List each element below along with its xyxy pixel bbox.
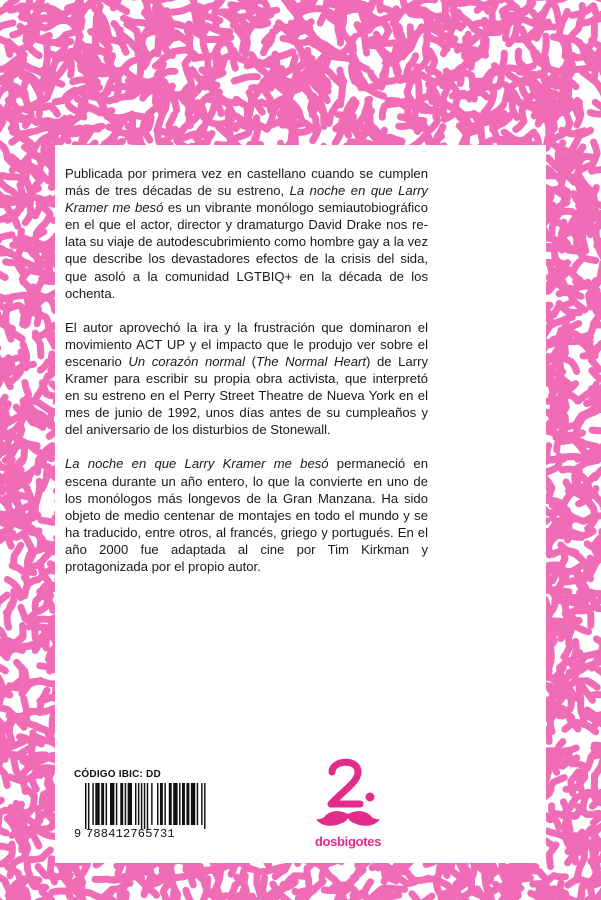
barcode-bar [173,783,177,825]
text-run: permaneció en escena durante un año entero, lo que la convierte en uno de los monólogos más longevos de la Gran Manzana. Ha sido objeto de medio centenar de montajes en todo el mundo y se ha traducido, entre otros, al francés, griego y portugués. En el año 2000 fue adaptada al cine por Tim Kirkman y protagonizada por el propio autor. [65,456,428,574]
barcode-bar [95,783,99,825]
pattern-worm [0,888,5,900]
pattern-worm [0,38,10,54]
barcode-bar [201,783,202,825]
barcode-bar [128,783,132,825]
italic-title-run: La noche en que Larry Kramer me besó [65,183,428,216]
pattern-worm [25,580,39,596]
pattern-worm [35,333,41,356]
blurb-paragraph-3 [65,455,428,575]
pattern-worm [545,109,548,132]
barcode-bar [157,783,158,825]
pattern-worm [124,18,147,24]
blurb-paragraph-1 [65,165,428,302]
pattern-worm [420,36,428,68]
pattern-worm [14,106,57,114]
barcode-bar [92,783,93,825]
pattern-worm [30,850,50,859]
back-cover-blurb [65,165,428,592]
pattern-worm [592,169,601,175]
barcode-bar [147,783,148,829]
barcode-bar [135,783,136,825]
text-run: ) de Larry Kramer para escribir su propia obra activista, que interpretó en su estreno en el Perry Street Theatre de Nueva York en el mes de junio de 1992, unos días antes de su cumpleaños y del aniversario de los disturbios de Stonewall. [65,353,428,438]
pattern-worm [0,271,5,279]
barcode-bar [144,783,145,829]
barcode-bar [179,783,180,825]
barcode-bar [160,783,163,825]
barcode-bar [204,783,205,829]
barcode-bar [138,783,139,825]
barcode-bar [141,783,142,829]
pattern-worm [596,218,601,262]
text-run: El autor aprovechó la ira y la frustración que dominaron el movimiento ACT UP y el impacto que le produjo ver sobre el escenario [65,319,428,369]
italic-title-run: Un corazón normal [128,353,245,369]
pattern-worm [597,325,601,329]
barcode-bar [169,783,172,825]
text-run: Publicada por primera vez en castellano cuando se cumplen más de tres décadas de su estreno, [65,166,428,199]
barcode-bar [125,783,126,825]
blurb-paragraph-2 [65,319,428,439]
barcode-bar [106,783,107,825]
pattern-worm [452,890,458,900]
barcode-digits: 788412765731 [86,827,175,841]
barcode-first-digit: 9 [74,827,82,841]
pattern-worm [537,885,540,900]
barcode-bar [88,783,89,829]
pattern-worm [186,890,195,900]
text-run: ( [245,353,256,369]
barcode-number [74,827,208,845]
barcode-bar [116,783,117,825]
pattern-worm [364,29,367,53]
barcode-bar [191,783,195,825]
pattern-worm [577,102,581,125]
barcode-bar [151,783,152,825]
barcode-bar [110,783,114,825]
pattern-worm [0,317,22,339]
barcode-bar [186,783,189,825]
pattern-worm [189,91,192,126]
pattern-worm [499,66,533,72]
pattern-worm [549,845,556,867]
pattern-worm [300,9,323,13]
ibic-code-label: CÓDIGO IBIC: DD [74,769,161,780]
pattern-worm [23,282,31,325]
pattern-worm [24,788,34,816]
italic-title-run: La noche en que Larry Kramer me besó [65,456,329,472]
barcode-bar [85,783,86,829]
barcode-bar [164,783,165,825]
publisher-name: dosbigotes [314,834,382,849]
pattern-worm [234,77,257,81]
pattern-worm [413,0,435,7]
pattern-worm [82,882,86,900]
pattern-worm [160,882,170,900]
pattern-worm [7,604,11,627]
pattern-worm [0,196,1,217]
pattern-worm [1,646,23,651]
pattern-worm [35,481,39,516]
pattern-worm [257,872,261,895]
pattern-worm [228,112,233,147]
text-run: es un vibrante monólogo semiautobiográfico en el que el actor, director y dramaturgo David Drake nos relata su viaje de autodescubrimiento como hombre gay a la vez que describe los devastadores efectos de la crisis del sida, que asoló a la comunidad LGTBIQ+ en la década de los ochenta. [65,200,429,301]
number-two-with-mustache-icon [314,752,382,830]
barcode-bar [182,783,185,825]
barcode-bars [85,783,207,829]
italic-title-run: The Normal Heart [255,353,366,369]
isbn-barcode [74,783,208,845]
barcode-bar [120,783,123,825]
pattern-worm [0,662,5,671]
barcode-bar [197,783,198,825]
barcode-bar [101,783,104,825]
